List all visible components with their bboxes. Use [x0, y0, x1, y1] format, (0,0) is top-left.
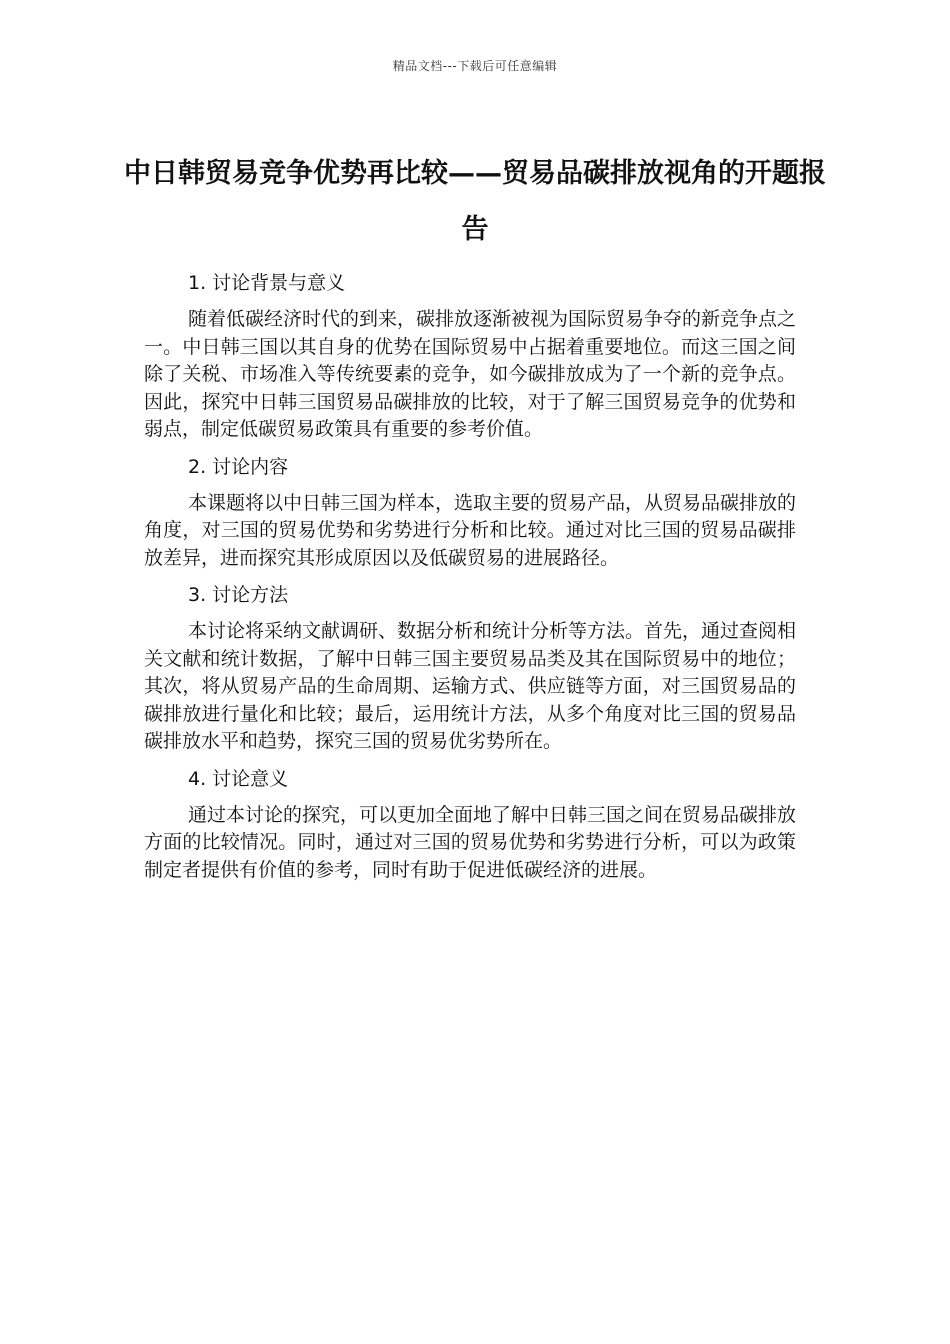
- section-heading: 3. 讨论方法: [188, 584, 289, 606]
- section-heading: 4. 讨论意义: [188, 767, 289, 790]
- section-paragraph: 通过本讨论的探究，可以更加全面地了解中日韩三国之间在贸易品碳排放方面的比较情况。同时，通过对三国的贸易优势和劣势进行分析，可以为政策制定者提供有价值的参考，同时有助于促进低碳经济的进展。: [144, 803, 797, 881]
- section-paragraph: 随着低碳经济时代的到来，碳排放逐渐被视为国际贸易争夺的新竞争点之一。中日韩三国以其自身的优势在国际贸易中占据着重要地位。而这三国之间除了关税、市场准入等传统要素的竞争，如今碳排放成为了一个新的竞争点。因此，探究中日韩三国贸易品碳排放的比较，对于了解三国贸易竞争的优势和弱点，制定低碳贸易政策具有重要的参考价值。: [144, 308, 797, 440]
- section-paragraph: 本课题将以中日韩三国为样本，选取主要的贸易产品，从贸易品碳排放的角度，对三国的贸易优势和劣势进行分析和比较。通过对比三国的贸易品碳排放差异，进而探究其形成原因以及低碳贸易的进展路径。: [144, 491, 797, 569]
- document-body: [144, 268, 796, 892]
- section-content: [144, 452, 796, 573]
- section-significance: [144, 764, 796, 885]
- section-paragraph: 本讨论将采纳文献调研、数据分析和统计分析等方法。首先，通过查阅相关文献和统计数据，了解中日韩三国主要贸易品类及其在国际贸易中的地位；其次，将从贸易产品的生命周期、运输方式、供应链等方面，对三国贸易品的碳排放进行量化和比较；最后，运用统计方法，从多个角度对比三国的贸易品碳排放水平和趋势，探究三国的贸易优劣势所在。: [144, 620, 797, 752]
- section-heading: 2. 讨论内容: [188, 455, 289, 478]
- section-heading: 1. 讨论背景与意义: [188, 272, 346, 294]
- document-title: 中日韩贸易竞争优势再比较——贸易品碳排放视角的开题报告: [124, 158, 826, 246]
- section-method: [144, 580, 796, 756]
- section-background: [144, 268, 796, 444]
- page-header-note: 精品文档---下载后可任意编辑: [392, 59, 558, 73]
